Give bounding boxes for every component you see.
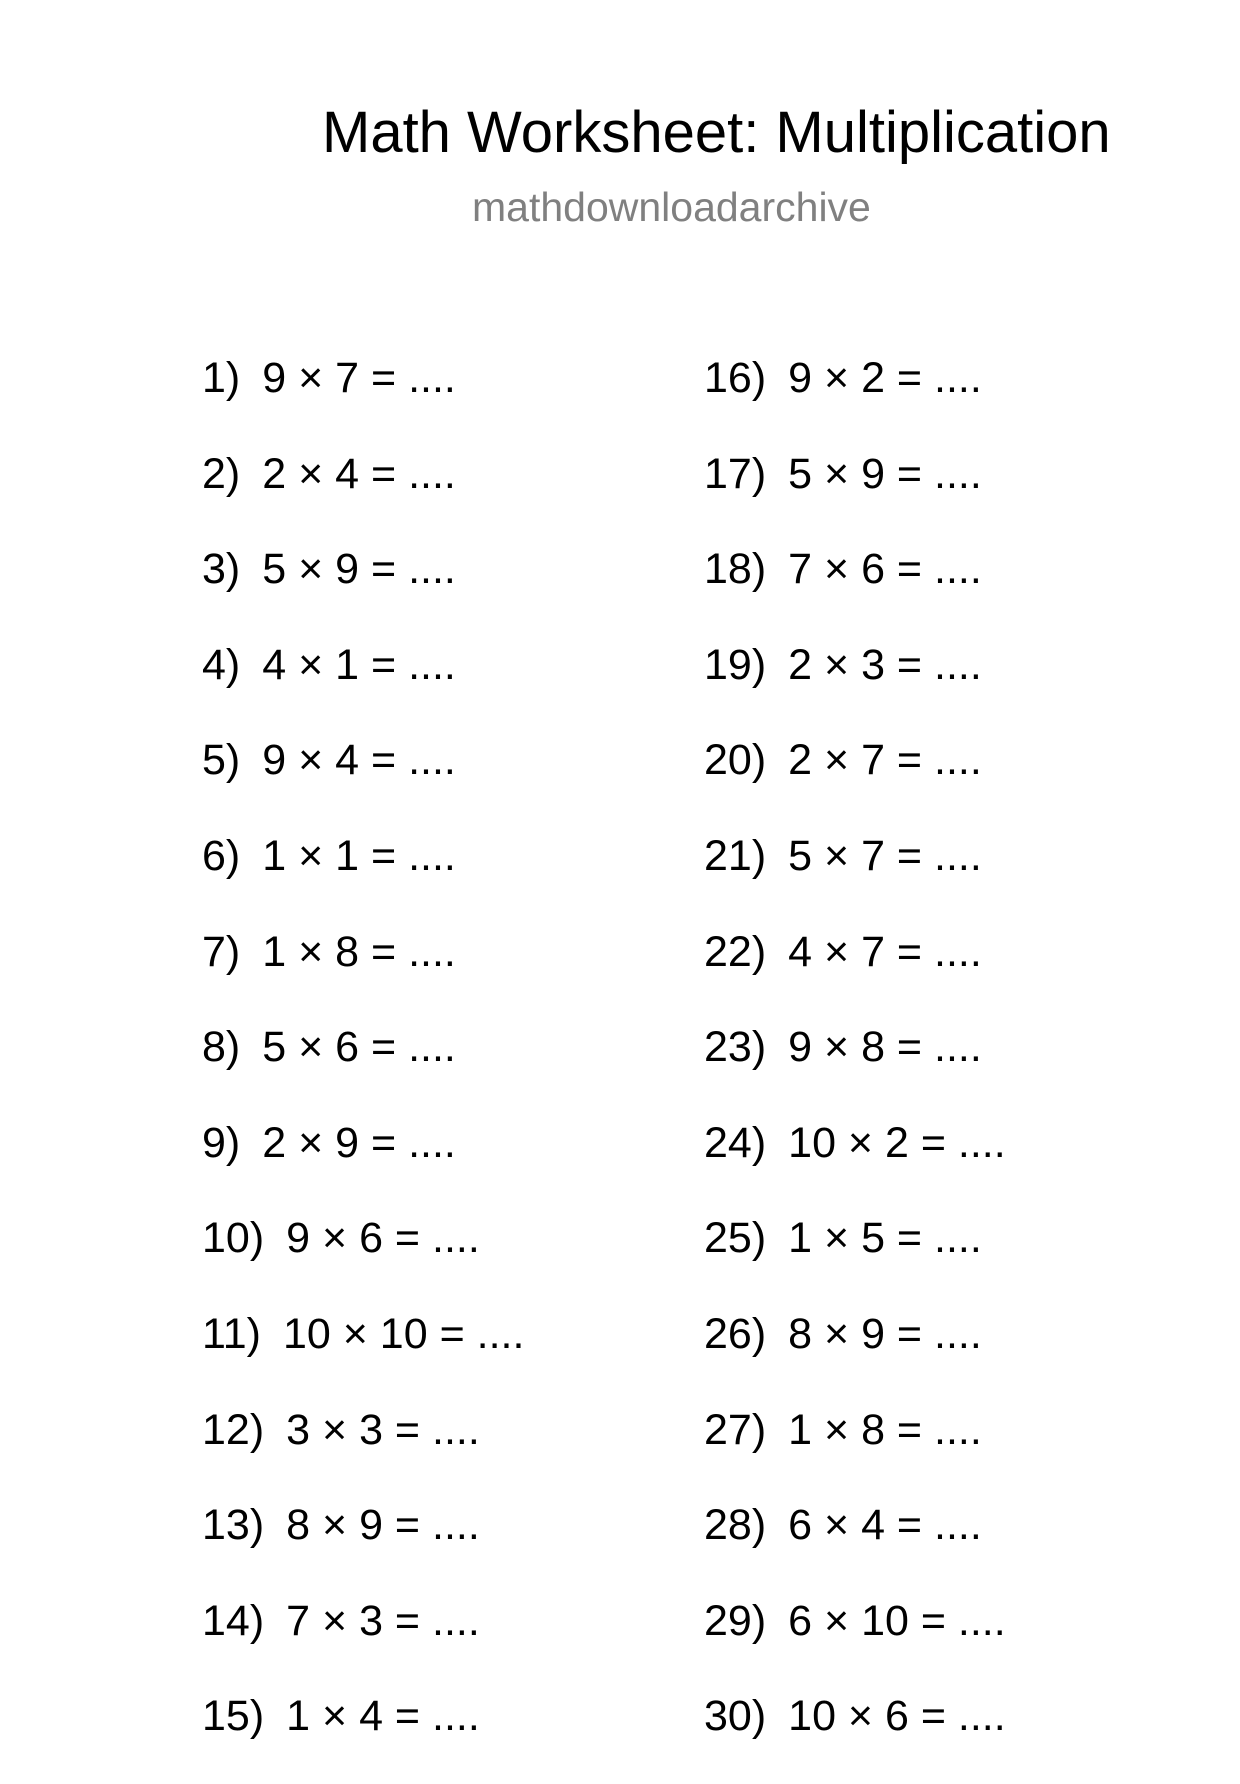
- problem-expression: 6 × 10 = ....: [788, 1596, 1006, 1645]
- problem-number: 11): [202, 1309, 261, 1358]
- problem-number: 9): [202, 1118, 241, 1167]
- problem-24: [704, 1115, 1006, 1211]
- problem-expression: 5 × 7 = ....: [788, 831, 982, 880]
- problem-number: 1): [202, 354, 241, 402]
- problem-number: 20): [704, 736, 767, 785]
- problem-expression: 5 × 9 = ....: [262, 545, 456, 594]
- worksheet-subtitle: mathdownloadarchive: [472, 184, 871, 230]
- problem-expression: 9 × 7 = ....: [262, 354, 456, 402]
- problem-expression: 9 × 6 = ....: [286, 1214, 480, 1263]
- problem-expression: 2 × 3 = ....: [788, 640, 982, 689]
- problem-number: 18): [704, 545, 767, 594]
- problem-number: 7): [202, 927, 241, 976]
- problem-7: [202, 924, 524, 1020]
- problem-10: [202, 1210, 524, 1306]
- problem-number: 14): [202, 1596, 265, 1645]
- problem-expression: 4 × 7 = ....: [788, 927, 982, 976]
- problem-number: 8): [202, 1023, 241, 1072]
- problem-expression: 1 × 4 = ....: [286, 1692, 480, 1741]
- problem-13: [202, 1497, 524, 1593]
- problem-column-left: [202, 350, 524, 1784]
- problem-expression: 2 × 9 = ....: [262, 1118, 456, 1167]
- problem-number: 3): [202, 545, 241, 594]
- problem-11: [202, 1306, 524, 1402]
- problem-4: [202, 637, 524, 733]
- problem-number: 4): [202, 640, 241, 689]
- problem-number: 29): [704, 1596, 767, 1645]
- problem-number: 16): [704, 354, 767, 402]
- problem-number: 24): [704, 1118, 767, 1167]
- problem-expression: 1 × 1 = ....: [262, 831, 456, 880]
- problem-number: 6): [202, 831, 241, 880]
- problem-expression: 3 × 3 = ....: [286, 1405, 480, 1454]
- problem-expression: 4 × 1 = ....: [262, 640, 456, 689]
- problem-25: [704, 1210, 1006, 1306]
- problem-number: 28): [704, 1501, 767, 1550]
- problem-number: 21): [704, 831, 767, 880]
- problem-23: [704, 1019, 1006, 1115]
- problem-6: [202, 828, 524, 924]
- problem-number: 26): [704, 1309, 767, 1358]
- problem-2: [202, 446, 524, 542]
- problem-12: [202, 1402, 524, 1498]
- problem-expression: 2 × 4 = ....: [262, 449, 456, 498]
- problem-expression: 5 × 6 = ....: [262, 1023, 456, 1072]
- problem-expression: 9 × 8 = ....: [788, 1023, 982, 1072]
- problem-expression: 10 × 2 = ....: [788, 1118, 1006, 1167]
- problem-expression: 10 × 10 = ....: [282, 1309, 525, 1358]
- problem-15: [202, 1688, 524, 1784]
- problem-expression: 1 × 8 = ....: [262, 927, 456, 976]
- problem-17: [704, 446, 1006, 542]
- problem-number: 30): [704, 1692, 767, 1741]
- problem-3: [202, 541, 524, 637]
- problem-5: [202, 732, 524, 828]
- problem-21: [704, 828, 1006, 924]
- problem-30: [704, 1688, 1006, 1784]
- problem-expression: 8 × 9 = ....: [788, 1309, 982, 1358]
- problem-18: [704, 541, 1006, 637]
- problem-expression: 1 × 8 = ....: [788, 1405, 982, 1454]
- problem-16: [704, 350, 1006, 446]
- worksheet-title: Math Worksheet: Multiplication: [322, 100, 1111, 165]
- problem-14: [202, 1593, 524, 1689]
- problem-number: 15): [202, 1692, 265, 1741]
- problem-27: [704, 1402, 1006, 1498]
- problem-expression: 9 × 2 = ....: [788, 354, 982, 402]
- problem-26: [704, 1306, 1006, 1402]
- problem-expression: 2 × 7 = ....: [788, 736, 982, 785]
- problem-expression: 7 × 6 = ....: [788, 545, 982, 594]
- problem-28: [704, 1497, 1006, 1593]
- problem-number: 2): [202, 449, 241, 498]
- problem-number: 13): [202, 1501, 265, 1550]
- problem-22: [704, 924, 1006, 1020]
- problem-number: 19): [704, 640, 767, 689]
- problem-expression: 8 × 9 = ....: [286, 1501, 480, 1550]
- problem-number: 23): [704, 1023, 767, 1072]
- problem-number: 22): [704, 927, 767, 976]
- problem-1: [202, 350, 524, 446]
- problem-29: [704, 1593, 1006, 1689]
- problem-number: 25): [704, 1214, 767, 1263]
- problem-number: 17): [704, 449, 767, 498]
- problem-number: 27): [704, 1405, 767, 1454]
- problem-number: 12): [202, 1405, 265, 1454]
- problem-column-right: [704, 350, 1006, 1784]
- problem-number: 10): [202, 1214, 265, 1263]
- problem-8: [202, 1019, 524, 1115]
- problem-9: [202, 1115, 524, 1211]
- problem-number: 5): [202, 736, 241, 785]
- problem-expression: 6 × 4 = ....: [788, 1501, 982, 1550]
- problem-expression: 1 × 5 = ....: [788, 1214, 982, 1263]
- problem-20: [704, 732, 1006, 828]
- problem-expression: 9 × 4 = ....: [262, 736, 456, 785]
- problem-expression: 7 × 3 = ....: [286, 1596, 480, 1645]
- problem-expression: 5 × 9 = ....: [788, 449, 982, 498]
- problem-expression: 10 × 6 = ....: [788, 1692, 1006, 1741]
- problem-19: [704, 637, 1006, 733]
